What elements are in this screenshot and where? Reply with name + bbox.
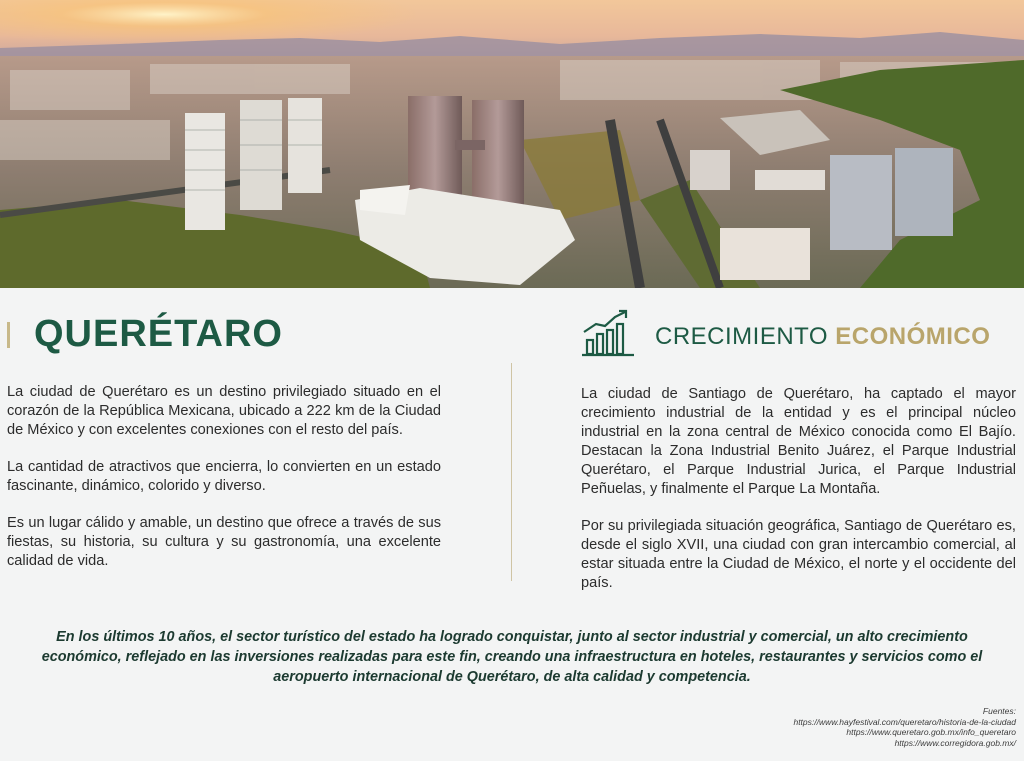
economic-growth-title-part1: CRECIMIENTO	[655, 323, 829, 350]
intro-paragraph-1: La ciudad de Querétaro es un destino privilegiado situado en el corazón de la República Mexicana, ubicado a 222 km de la Ciudad de México y con excelentes conexiones con el resto del país.	[7, 384, 441, 438]
growth-chart-icon	[581, 308, 635, 358]
economy-text	[581, 385, 1016, 611]
economy-paragraph-2: Por su privilegiada situación geográfica, Santiago de Querétaro es, desde el siglo XVII, una ciudad con gran intercambio comercial, al estar situada entre la Ciudad de México, el norte y el occidente del país.	[581, 518, 1016, 591]
intro-paragraph-3: Es un lugar cálido y amable, un destino que ofrece a través de sus fiestas, su historia, su cultura y su gastronomía, una excelente calidad de vida.	[7, 515, 441, 569]
title-accent-bar	[7, 322, 10, 348]
sources-label: Fuentes:	[982, 706, 1016, 716]
sources-block	[793, 706, 1016, 748]
source-link[interactable]: https://www.hayfestival.com/queretaro/historia-de-la-ciudad	[793, 716, 1016, 727]
intro-text	[7, 383, 441, 589]
column-divider	[511, 363, 512, 581]
hero-image	[0, 0, 1024, 288]
source-link[interactable]: https://www.queretaro.gob.mx/info_queretaro	[846, 727, 1016, 737]
summary-statement: En los últimos 10 años, el sector turístico del estado ha logrado conquistar, junto al sector industrial y comercial, un alto crecimiento económico, reflejado en las inversiones realizadas para este fin, creando una infraestructura en hoteles, restaurantes y servicios como el aeropuerto internacional de Querétaro, de alta calidad y competencia.	[41, 629, 983, 685]
intro-paragraph-2: La cantidad de atractivos que encierra, lo convierten en un estado fascinante, dinámico, colorido y diverso.	[7, 459, 441, 494]
page-title: QUERÉTARO	[34, 313, 283, 355]
economy-paragraph-1: La ciudad de Santiago de Querétaro, ha captado el mayor crecimiento industrial de la entidad y es el principal núcleo industrial en la zona central de México conocida como El Bajío. Destacan la Zona Industrial Benito Juárez, el Parque Industrial Querétaro, el Parque Industrial Jurica, el Parque Industrial Peñuelas, y finalmente el Parque La Montaña.	[581, 386, 1016, 497]
economic-growth-title	[655, 323, 990, 351]
city-aerial-illustration	[0, 0, 1024, 288]
economic-growth-title-part2: ECONÓMICO	[835, 323, 991, 350]
source-link[interactable]: https://www.corregidora.gob.mx/	[894, 737, 1016, 748]
